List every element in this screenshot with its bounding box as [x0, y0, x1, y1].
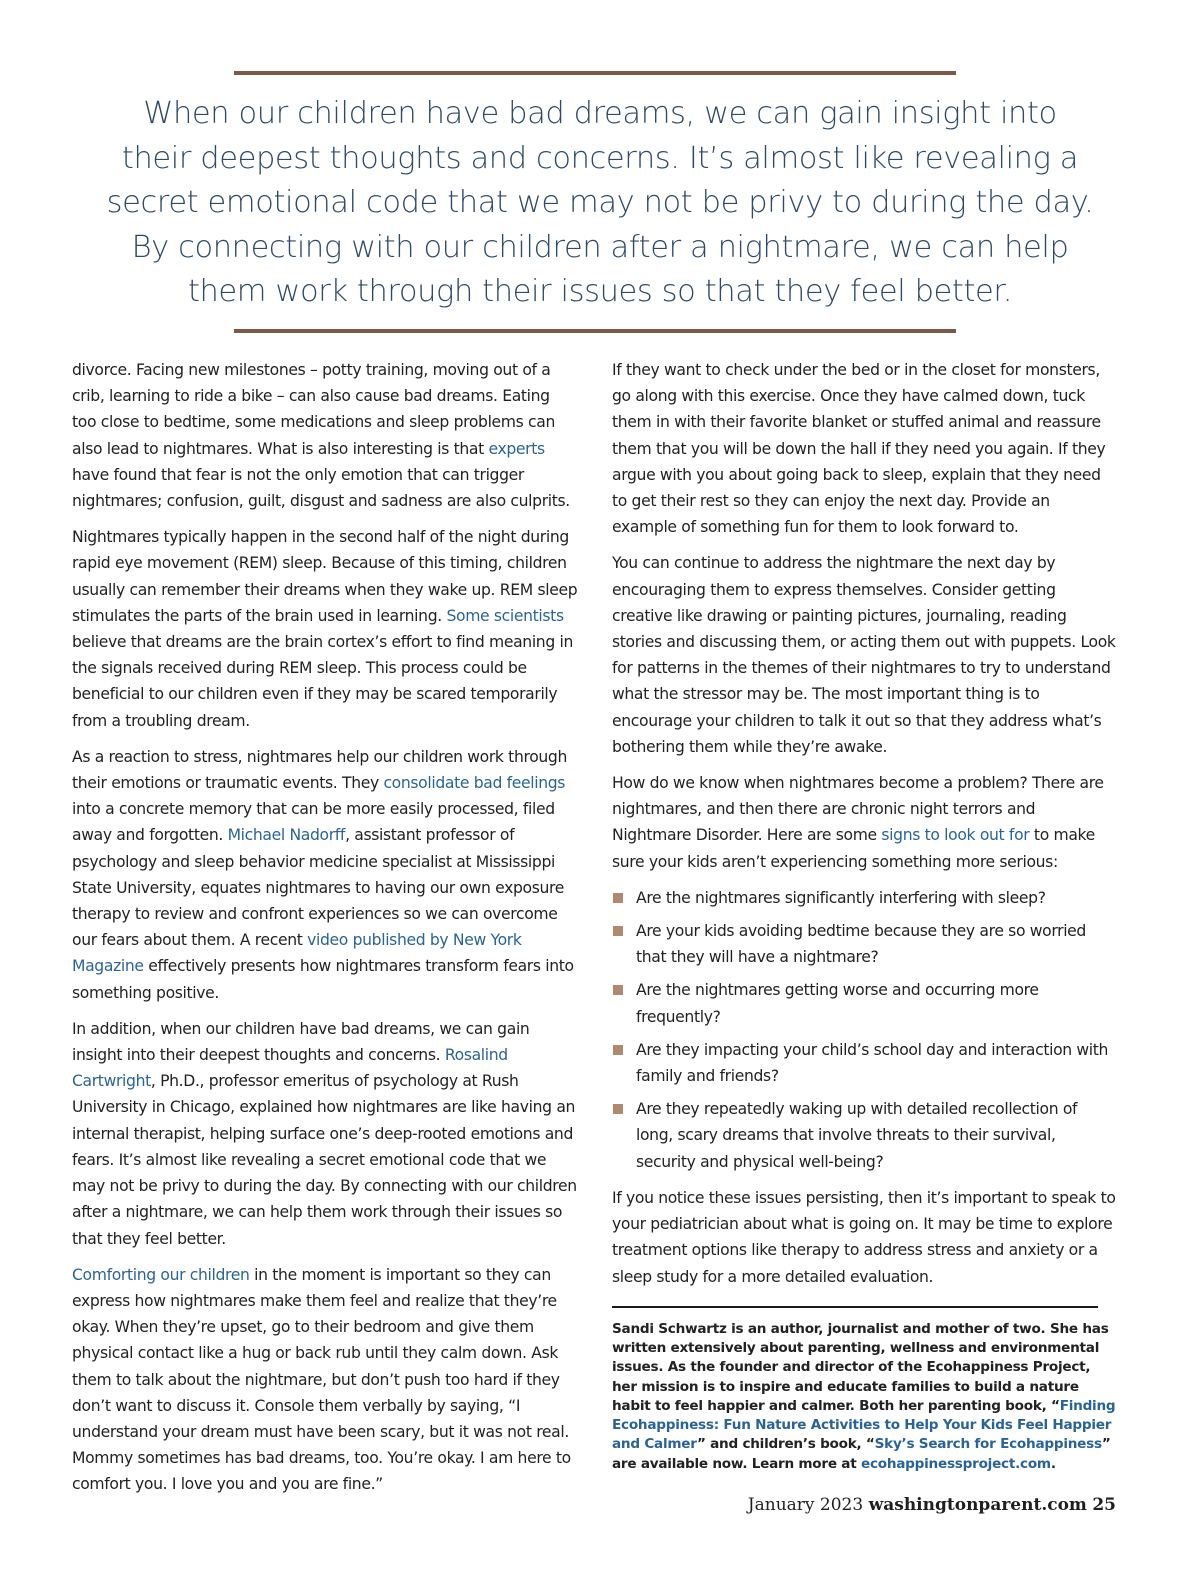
link-michael-nadorff[interactable]: Michael Nadorff [227, 826, 346, 845]
square-bullet-icon [613, 1104, 623, 1114]
list-item: Are your kids avoiding bedtime because they are so worried that they will have a nightmare? [612, 918, 1118, 970]
paragraph: If you notice these issues persisting, then it’s important to speak to your pediatrician about what is going on. It may be time to explore treatment options like therapy to address stress and anxiety or a sleep study for a more detailed evaluation. [612, 1188, 1116, 1286]
page-number: 25 [1092, 1495, 1116, 1515]
author-bio: Sandi Schwartz is an author, journalist and mother of two. She has written extensively about parenting, wellness and environmental issues. As the founder and director of the Ecohappiness Project, her mission is to inspire and educate families to build a nature habit to feel happier and calmer. Both her parenting book, “Finding Ecohappiness: Fun Nature Activities to Help Your Kids Feel Happier and Calmer” and children’s book, “Sky’s Search for Ecohappiness” are available now. Learn more at ecohappinessproject.com. [612, 1320, 1116, 1472]
paragraph: divorce. Facing new milestones – potty training, moving out of a crib, learning to ride a bike – can also cause bad dreams. Eating too close to bedtime, some medications and sleep problems can also lead to nightmares. What is also interesting is that experts have found that fear is not the only emotion that can trigger nightmares; confusion, guilt, disgust and sadness are also culprits. [72, 361, 570, 511]
pull-quote-line: When our children have bad dreams, we can gain insight into [143, 96, 1057, 131]
paragraph: As a reaction to stress, nightmares help our children work through their emotions or traumatic events. They consolidate bad feelings into a concrete memory that can be more easily processed, filed away and forgotten. Michael Nadorff, assistant professor of psychology and sleep behavior medicine specialist at Mississippi State University, equates nightmares to having our own exposure therapy to review and confront experiences so we can overcome our fears about them. A recent video published by New York Magazine effectively presents how nightmares transform fears into something positive. [72, 747, 574, 1002]
link-comforting-our-children[interactable]: Comforting our children [72, 1265, 250, 1284]
paragraph: You can continue to address the nightmare the next day by encouraging them to express themselves. Consider getting creative like drawing or painting pictures, journaling, reading stories and discussing them, or acting them out with puppets. Look for patterns in the themes of their nightmares to try to understand what the stressor may be. The most important thing is to encourage your children to talk it out so that they address what’s bothering them while they’re awake. [612, 554, 1116, 756]
pull-quote-line: By connecting with our children after a nightmare, we can help [131, 229, 1069, 265]
paragraph: If they want to check under the bed or in the closet for monsters, go along with this exercise. Once they have calmed down, tuck them in with their favorite blanket or stuffed animal and reassure them that you will be down the hall if they need you again. If they argue with you about going back to sleep, explain that they need to get their rest so they can enjoy the next day. Provide an example of something fun for them to look forward to. [612, 361, 1106, 537]
right-column [612, 357, 1118, 1484]
link-ecohappiness-site[interactable]: ecohappinessproject.com [860, 1455, 1051, 1472]
pull-quote-line: them work through their issues so that they feel better. [187, 274, 1013, 309]
footer-date: January 2023 [747, 1495, 864, 1515]
paragraph: Nightmares typically happen in the second half of the night during rapid eye movement (REM) sleep. Because of this timing, children usually can remember their dreams when they wake up. REM sleep stimulates the parts of the brain used in learning. Some scientists believe that dreams are the brain cortex’s effort to find meaning in the signals received during REM sleep. This process could be beneficial to our children even if they may be scared temporarily from a troubling dream. [72, 528, 578, 730]
square-bullet-icon [613, 1045, 623, 1055]
left-column [72, 357, 578, 1508]
warning-signs-list [612, 885, 1118, 1175]
link-finding-ecohappiness[interactable]: Finding Ecohappiness: Fun Nature Activities to Help Your Kids Feel Happier and Calmer [612, 1397, 1116, 1453]
list-item: Are the nightmares significantly interfering with sleep? [612, 885, 1118, 911]
link-some-scientists[interactable]: Some scientists [446, 606, 564, 625]
list-item: Are the nightmares getting worse and occurring more frequently? [612, 977, 1118, 1029]
bottom-rule [234, 329, 956, 333]
link-video-new-york-magazine[interactable]: video published by New York Magazine [72, 931, 522, 976]
square-bullet-icon [613, 985, 623, 995]
link-skys-search[interactable]: Sky’s Search for Ecohappiness [874, 1436, 1102, 1453]
footer-site: washingtonparent.com [868, 1495, 1087, 1515]
link-rosalind-cartwright[interactable]: Rosalind Cartwright [72, 1046, 508, 1091]
page-footer [748, 1495, 1116, 1515]
paragraph: In addition, when our children have bad dreams, we can gain insight into their deepest thoughts and concerns. Rosalind Cartwright, Ph.D., professor emeritus of psychology at Rush University in Chicago, explained how nightmares are like having an internal therapist, helping surface one’s deep-rooted emotions and fears. It’s almost like revealing a secret emotional code that we may not be privy to during the day. By connecting with our children after a nightmare, we can help them work through their issues so that they feel better. [72, 1019, 577, 1248]
paragraph: Comforting our children in the moment is important so they can express how nightmares make them feel and realize that they’re okay. When they’re upset, go to their bedroom and give them physical contact like a hug or back rub until they calm down. Ask them to talk about the nightmare, but don’t push too hard if they don’t want to discuss it. Console them verbally by saying, “I understand your dream must have been scary, but it was not real. Mommy sometimes has bad dreams, too. You’re okay. I am here to comfort you. I love you and you are fine.” [72, 1265, 571, 1494]
list-item: Are they impacting your child’s school day and interaction with family and friends? [612, 1037, 1118, 1089]
paragraph: How do we know when nightmares become a problem? There are nightmares, and then there are chronic night terrors and Nightmare Disorder. Here are some signs to look out for to make sure your kids aren’t experiencing something more serious: [612, 774, 1104, 871]
pull-quote [100, 92, 1100, 315]
top-rule [234, 71, 956, 75]
link-signs-to-look-out-for[interactable]: signs to look out for [881, 826, 1030, 845]
link-experts[interactable]: experts [488, 439, 545, 458]
bio-divider [612, 1306, 1098, 1308]
pull-quote-line: secret emotional code that we may not be privy to during the day. [106, 185, 1094, 220]
pull-quote-line: their deepest thoughts and concerns. It’s almost like revealing a [121, 140, 1079, 176]
link-consolidate-bad-feelings[interactable]: consolidate bad feelings [383, 774, 566, 793]
list-item: Are they repeatedly waking up with detailed recollection of long, scary dreams that involve threats to their survival, security and physical well-being? [612, 1096, 1118, 1175]
square-bullet-icon [613, 893, 623, 903]
square-bullet-icon [613, 926, 623, 936]
